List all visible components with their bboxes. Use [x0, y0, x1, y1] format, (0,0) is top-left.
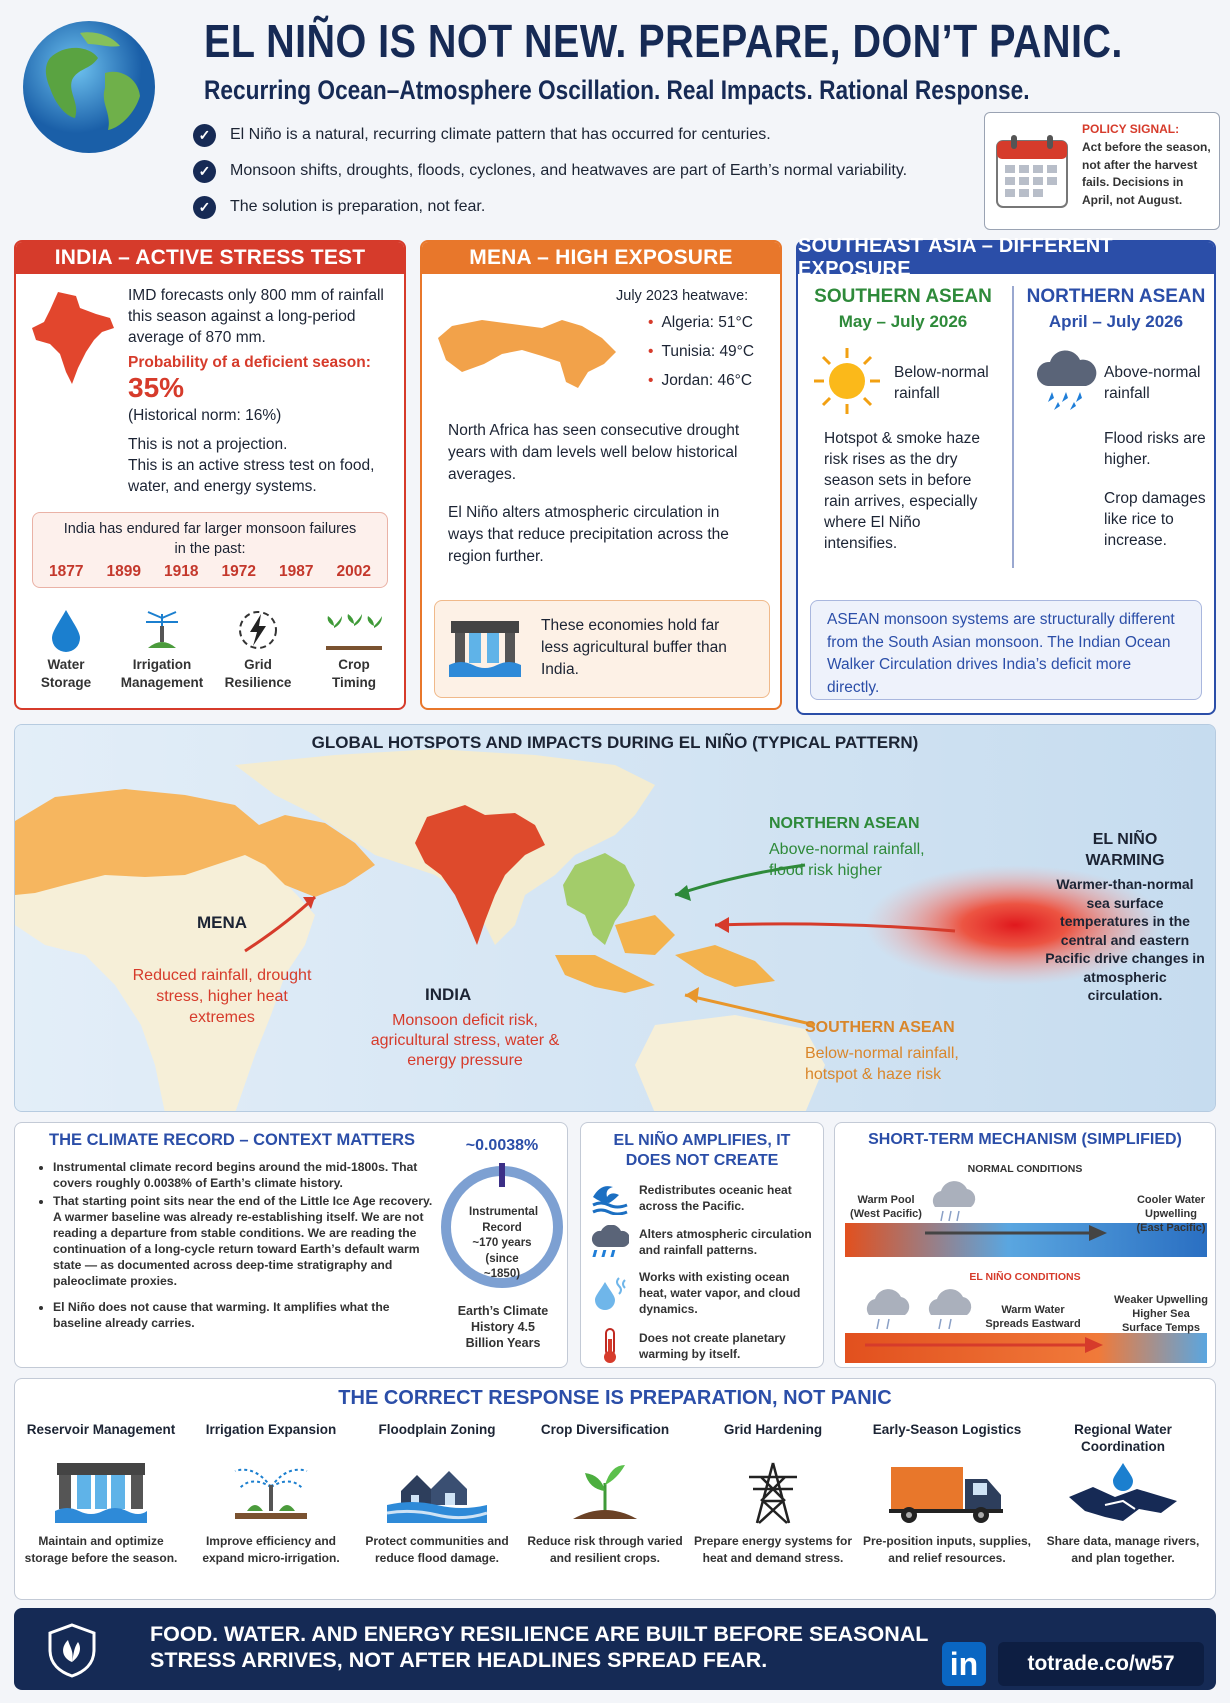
northern-text-2: Crop damages like rice to increase.: [1104, 490, 1206, 549]
record-percent: ~0.0038%: [465, 1137, 539, 1154]
warm-pool-label: Warm Pool (West Pacific): [850, 1194, 922, 1220]
map-india-title: INDIA: [425, 985, 472, 1004]
policy-text: Act before the season, not after the harvest fails. Decisions in April, not August.: [1082, 140, 1211, 207]
mena-para-2: El Niño alters atmospheric circulation in ways that reduce precipitation across the region further.: [448, 504, 729, 565]
ocean-wave-icon: [591, 1181, 629, 1215]
page-title: EL NIÑO IS NOT NEW. PREPARE, DON’T PANIC.: [204, 15, 1123, 67]
southern-asean-title: SOUTHERN ASEAN: [814, 286, 992, 307]
sea-card: [796, 235, 1216, 715]
india-card: [14, 240, 406, 710]
map-warming-title: EL NIÑO WARMING: [1085, 831, 1165, 869]
normal-conditions-label: NORMAL CONDITIONS: [967, 1163, 1083, 1175]
record-bullet: • El Niño does not cause that warming. It amplifies what the baseline already carries.: [53, 1299, 441, 1331]
header: [0, 0, 1230, 232]
map-india-text: Monsoon deficit risk, agricultural stress, water & energy pressure: [370, 1012, 560, 1069]
australia-shape: [635, 1015, 825, 1112]
lightning-icon: [236, 608, 280, 652]
dam-icon: [55, 1461, 147, 1525]
rain-cloud-icon: [1034, 348, 1098, 412]
temp-item: • Algeria: 51°C: [648, 314, 753, 331]
response-item: Crop Diversification Reduce risk through varied and resilient crops.: [527, 1422, 683, 1565]
sprinkler-icon: [140, 608, 184, 652]
map-north-title: NORTHERN ASEAN: [769, 815, 920, 832]
key-point: ✓ El Niño is a natural, recurring climate pattern that has occurred for centuries.: [193, 117, 907, 153]
amplifies-list: [591, 1181, 817, 1375]
el-nino-conditions-label: EL NIÑO CONDITIONS: [969, 1271, 1081, 1283]
southern-text: Hotspot & smoke haze risk rises as the dry season sets in before rain arrives, especially where El Niño intensifies.: [824, 430, 980, 552]
sprinkler-icon: [225, 1461, 317, 1525]
mena-card: [420, 240, 782, 710]
india-forecast: IMD forecasts only 800 mm of rainfall this season against a long-period average of 870 mm.: [128, 287, 384, 346]
asean-monsoon-text: ASEAN monsoon systems are structurally different from the South Asian monsoon. The Indian Ocean Walker Circulation drives India’s deficit more directly.: [827, 611, 1175, 696]
map-south-title: SOUTHERN ASEAN: [805, 1019, 955, 1036]
year: 1987: [279, 563, 314, 580]
shield-icon: [44, 1622, 100, 1678]
page-subtitle: Recurring Ocean–Atmosphere Oscillation. Real Impacts. Rational Response.: [204, 75, 1030, 105]
spreads-label: Warm Water Spreads Eastward: [985, 1304, 1081, 1330]
linkedin-icon[interactable]: in: [942, 1642, 986, 1686]
climate-record-heading: THE CLIMATE RECORD – CONTEXT MATTERS: [49, 1131, 416, 1149]
dam-icon: [449, 617, 521, 679]
seedling-icon: [559, 1461, 651, 1525]
year: 1899: [106, 563, 141, 580]
mena-heading: MENA – HIGH EXPOSURE: [422, 242, 780, 274]
weaker-upwelling-label: Weaker Upwelling Higher Sea Surface Temps: [1114, 1294, 1208, 1334]
amplify-item: Does not create planetary warming by itself.: [591, 1327, 817, 1365]
map-mena-title: MENA: [197, 913, 248, 932]
calendar-icon: [995, 133, 1069, 209]
india-actions: [18, 608, 402, 692]
temp-item: • Jordan: 46°C: [648, 372, 753, 389]
policy-label: POLICY SIGNAL:: [1082, 122, 1180, 136]
mechanism-heading: SHORT-TERM MECHANISM (SIMPLIFIED): [868, 1131, 1182, 1148]
northern-text-1: Flood risks are higher.: [1104, 430, 1206, 468]
map-mena-text: Reduced rainfall, drought stress, higher heat extremes: [132, 967, 312, 1026]
response-item: Irrigation Expansion Improve efficiency and expand micro-irrigation.: [202, 1422, 340, 1565]
water-storage: Water Storage: [20, 608, 112, 692]
flood-houses-icon: [387, 1461, 487, 1525]
record-bullet: • That starting point sits near the end of the Little Ice Age recovery. A warmer baseline was already re-establishing itself. We are not reading a departure from stable conditions. We are reading the continuation of a long-cycle return toward Earth’s default warm state — as documented across deep-time stratigraphy and paleoclimate proxies.: [53, 1193, 441, 1289]
climate-record-bullets: [41, 1159, 441, 1331]
response-item: Grid Hardening Prepare energy systems for heat and demand stress.: [693, 1422, 853, 1565]
water-vapor-icon: [591, 1276, 629, 1310]
cooler-water-label: Cooler Water Upwelling (East Pacific): [1136, 1194, 1206, 1234]
response-item: Regional Water Coordination Share data, manage rivers, and plan together.: [1046, 1422, 1200, 1565]
response-item: Floodplain Zoning Protect communities and reduce flood damage.: [365, 1422, 509, 1565]
year: 1918: [164, 563, 199, 580]
thermometer-icon: [591, 1327, 629, 1365]
temp-item: • Tunisia: 49°C: [648, 343, 755, 360]
failure-years: [33, 563, 387, 581]
year: 2002: [336, 563, 371, 580]
heatwave-temps: [648, 312, 754, 391]
policy-signal-box: [984, 112, 1220, 230]
past-failures-box: [32, 512, 388, 588]
check-icon: ✓: [193, 196, 216, 219]
northern-asean-dates: April – July 2026: [1048, 312, 1184, 331]
map-warming-text: Warmer-than-normal sea surface temperatures in the central and eastern Pacific drive changes in atmospheric circulation.: [1045, 876, 1205, 1003]
check-icon: ✓: [193, 124, 216, 147]
hotspots-map: [14, 724, 1216, 1112]
truck-icon: [889, 1461, 1005, 1525]
year: 1877: [49, 563, 84, 580]
map-north-text: Above-normal rainfall, flood risk higher: [769, 841, 925, 879]
check-icon: ✓: [193, 160, 216, 183]
storm-cloud-icon: [591, 1225, 629, 1259]
past-failures-label: India has endured far larger monsoon failures in the past:: [63, 521, 357, 557]
footer-banner: [14, 1608, 1216, 1690]
map-title: GLOBAL HOTSPOTS AND IMPACTS DURING EL NIÑO (TYPICAL PATTERN): [311, 733, 919, 752]
southern-asean-dates: May – July 2026: [838, 312, 968, 331]
footer-text-2: STRESS ARRIVES, NOT AFTER HEADLINES SPREAD FEAR.: [150, 1648, 768, 1672]
response-card: [14, 1378, 1216, 1600]
asean-monsoon-box: [810, 600, 1202, 700]
historical-norm: (Historical norm: 16%): [128, 407, 282, 424]
northern-asean-title: NORTHERN ASEAN: [1026, 286, 1206, 307]
pylon-icon: [727, 1461, 819, 1525]
earth-history: Earth’s Climate History 4.5 Billion Years: [457, 1304, 549, 1350]
deficit-probability-value: 35%: [128, 372, 185, 403]
mechanism-card: [834, 1122, 1216, 1368]
ring-text: Instrumental Record ~170 years (since ~1850): [469, 1206, 539, 1280]
india-note-2: This is an active stress test on food, water, and energy systems.: [128, 457, 375, 495]
sea-heading: SOUTHEAST ASIA – DIFFERENT EXPOSURE: [798, 242, 1214, 274]
response-item: Reservoir Management Maintain and optimize storage before the season.: [24, 1422, 178, 1565]
heatwave-label: July 2023 heatwave:: [616, 288, 749, 304]
water-drop-icon: [46, 608, 86, 652]
map-south-text: Below-normal rainfall, hotspot & haze risk: [805, 1045, 959, 1083]
deficit-probability-label: Probability of a deficient season:: [128, 354, 371, 371]
india-heading: INDIA – ACTIVE STRESS TEST: [16, 242, 404, 274]
india-map-icon: [28, 288, 118, 388]
footer-text-1: FOOD. WATER. AND ENERGY RESILIENCE ARE BUILT BEFORE SEASONAL: [150, 1622, 929, 1646]
amplifies-card: [580, 1122, 824, 1368]
sun-icon: [812, 346, 882, 416]
response-item: Early-Season Logistics Pre-position inputs, supplies, and relief resources.: [863, 1422, 1032, 1565]
amplify-item: Alters atmospheric circulation and rainfall patterns.: [591, 1225, 817, 1259]
southern-rain: Below-normal rainfall: [894, 364, 989, 402]
climate-record-card: [14, 1122, 568, 1368]
crops-icon: [324, 608, 384, 652]
record-bullet: • Instrumental climate record begins around the mid-1800s. That covers roughly 0.0038% of Earth’s climate history.: [53, 1159, 441, 1191]
response-heading: THE CORRECT RESPONSE IS PREPARATION, NOT PANIC: [338, 1387, 892, 1409]
amplify-item: Redistributes oceanic heat across the Pacific.: [591, 1181, 817, 1215]
mena-map-icon: [432, 302, 622, 402]
world-map: [15, 725, 1216, 1112]
globe-icon: [20, 18, 158, 156]
handshake-icon: [1065, 1461, 1181, 1525]
irrigation-management: Irrigation Management: [116, 608, 208, 692]
mena-buffer-box: [434, 600, 770, 698]
key-point: ✓ Monsoon shifts, droughts, floods, cyclones, and heatwaves are part of Earth’s normal variability.: [193, 153, 907, 189]
key-point: ✓ The solution is preparation, not fear.: [193, 189, 907, 225]
amplifies-heading: EL NIÑO AMPLIFIES, IT DOES NOT CREATE: [613, 1132, 791, 1169]
crop-timing: Crop Timing: [308, 608, 400, 692]
mena-buffer-text: These economies hold far less agricultural buffer than India.: [541, 617, 727, 678]
key-points: [193, 117, 907, 225]
grid-resilience: Grid Resilience: [212, 608, 304, 692]
year: 1972: [221, 563, 256, 580]
india-note-1: This is not a projection.: [128, 436, 288, 453]
mena-para-1: North Africa has seen consecutive drought years with dam levels well below historical averages.: [448, 422, 740, 483]
footer-link[interactable]: totrade.co/w57: [998, 1642, 1204, 1686]
northern-rain: Above-normal rainfall: [1104, 364, 1201, 402]
amplify-item: Works with existing ocean heat, water vapor, and cloud dynamics.: [591, 1269, 817, 1317]
